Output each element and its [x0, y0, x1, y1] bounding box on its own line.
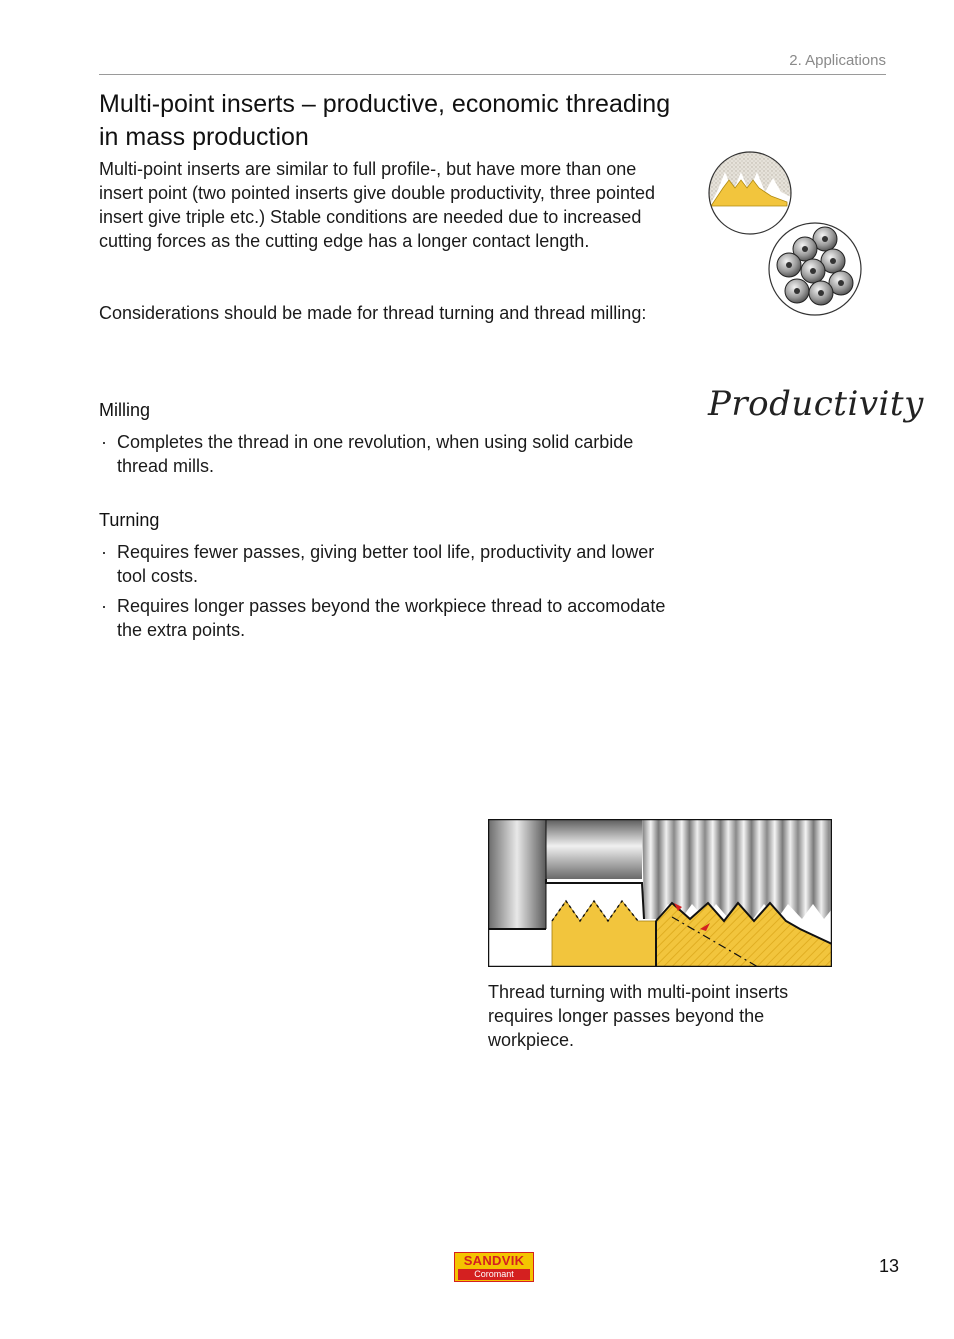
sandvik-logo: [454, 1252, 534, 1282]
considerations-paragraph: Considerations should be made for thread turning and thread milling:: [99, 303, 647, 323]
milling-list: [99, 430, 684, 484]
logo-sub: Coromant: [458, 1269, 530, 1280]
header-divider: [99, 74, 886, 75]
productivity-label: Productivity: [708, 384, 924, 424]
intro-paragraph: Multi-point inserts are similar to full profile-, but have more than one insert point (two pointed inserts give double productivity, three pointed insert give triple etc.) Stable conditions are needed due to increased cutting forces as the cutting edge has a longer contact length.: [99, 159, 655, 251]
page-title: Multi-point inserts – productive, economic threading in mass production: [99, 90, 671, 151]
list-item: · Requires fewer passes, giving better tool life, productivity and lower tool costs.: [101, 542, 655, 586]
page-number: 13: [878, 1256, 899, 1276]
list-item: · Completes the thread in one revolution, when using solid carbide thread mills.: [101, 432, 634, 476]
turning-heading: Turning: [99, 510, 160, 530]
logo-brand: SANDVIK: [463, 1253, 525, 1268]
section-label: 2. Applications: [789, 52, 886, 69]
turning-list: [99, 540, 684, 648]
bolts-icon: [767, 221, 863, 317]
list-item: · Requires longer passes beyond the workpiece thread to accomodate the extra points.: [101, 596, 666, 640]
figure-caption: Thread turning with multi-point inserts requires longer passes beyond the workpiece.: [488, 982, 789, 1050]
milling-heading: Milling: [99, 400, 151, 420]
thread-turning-figure: [488, 819, 832, 967]
